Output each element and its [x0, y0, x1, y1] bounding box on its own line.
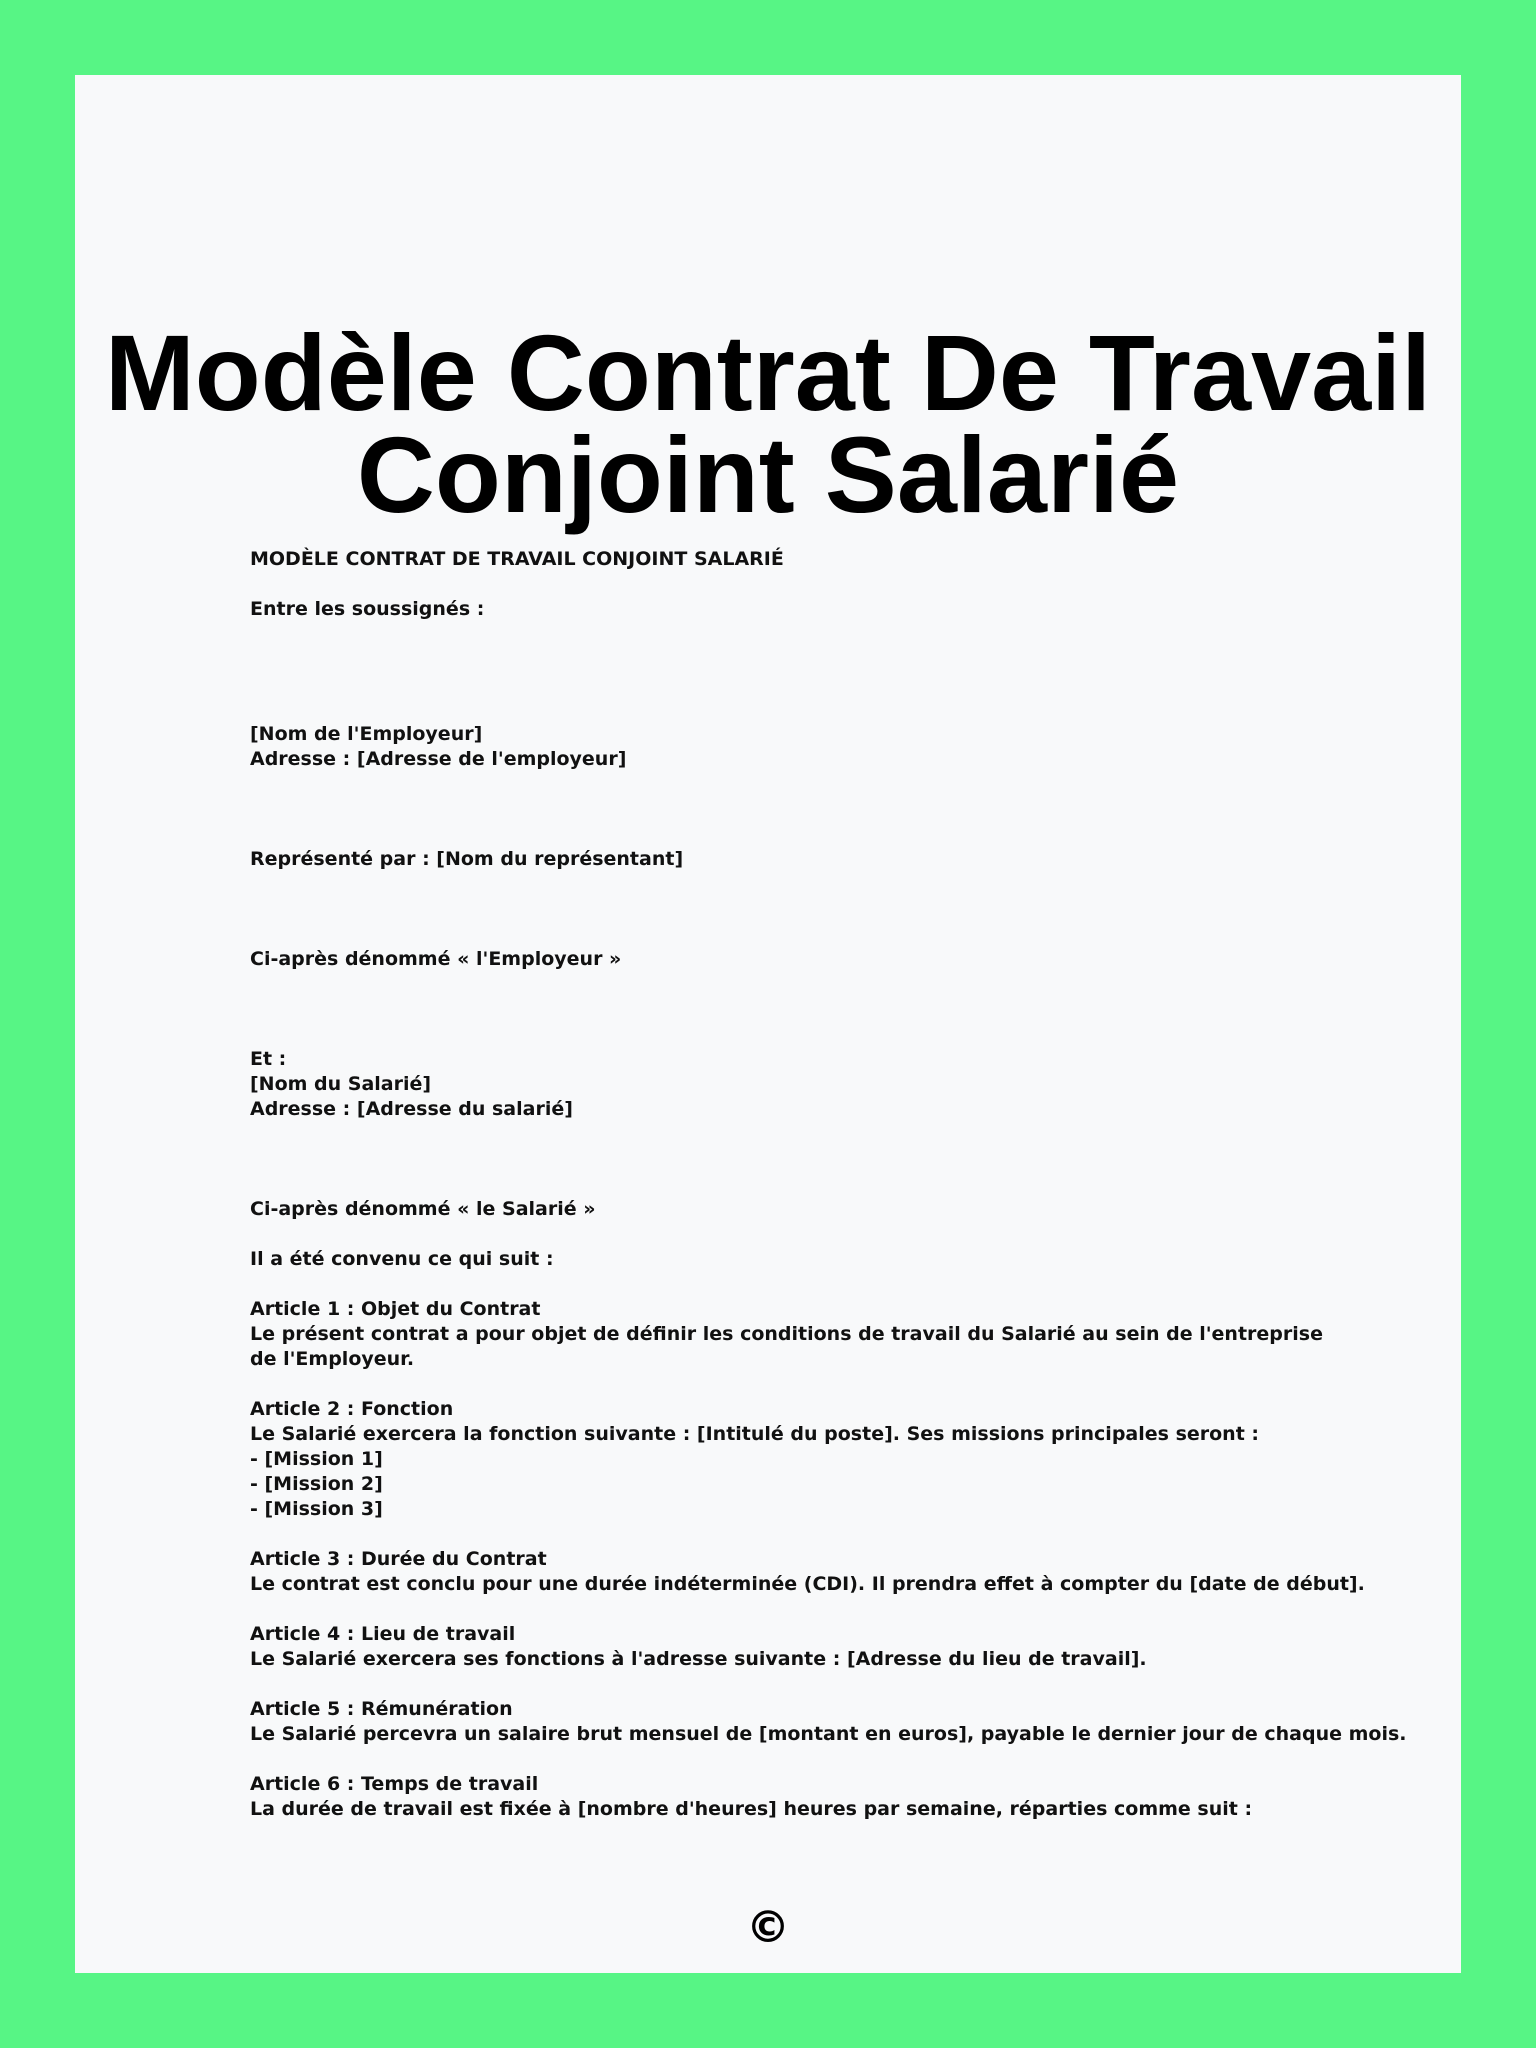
article-title: Article 2 : Fonction	[250, 1398, 454, 1420]
article-3	[250, 1547, 1365, 1597]
page-title	[75, 312, 1461, 535]
article-4	[250, 1622, 1330, 1672]
employee-alias: Ci-après dénommé « le Salarié »	[250, 1198, 596, 1220]
article-text: La durée de travail est fixée à [nombre d'heures] heures par semaine, réparties comme suit :	[250, 1798, 1253, 1820]
article-5	[250, 1697, 1407, 1747]
article-text: Le contrat est conclu pour une durée indéterminée (CDI). Il prendra effet à compter du [date de début].	[250, 1573, 1365, 1595]
article-text: Le présent contrat a pour objet de définir les conditions de travail du Salarié au sein de l'entreprise de l'Employeur.	[250, 1323, 1323, 1370]
article-2	[250, 1397, 1330, 1522]
mission-item: - [Mission 3]	[250, 1498, 383, 1520]
agreed-text: Il a été convenu ce qui suit :	[250, 1248, 554, 1270]
employer-alias: Ci-après dénommé « l'Employeur »	[250, 948, 622, 970]
mission-item: - [Mission 2]	[250, 1473, 383, 1495]
article-text: Le Salarié exercera ses fonctions à l'adresse suivante : [Adresse du lieu de travail].	[250, 1648, 1147, 1670]
article-title: Article 6 : Temps de travail	[250, 1773, 539, 1795]
contract-heading: MODÈLE CONTRAT DE TRAVAIL CONJOINT SALARIÉ	[250, 548, 784, 570]
article-title: Article 4 : Lieu de travail	[250, 1623, 516, 1645]
represented-by: Représenté par : [Nom du représentant]	[250, 848, 684, 870]
and-label: Et :	[250, 1048, 287, 1070]
document-page	[75, 75, 1461, 1973]
copyright-icon: ©	[746, 1902, 790, 1953]
article-title: Article 1 : Objet du Contrat	[250, 1298, 541, 1320]
employee-name: [Nom du Salarié]	[250, 1073, 432, 1095]
intro-text: Entre les soussignés :	[250, 598, 485, 620]
article-text: Le Salarié exercera la fonction suivante : [Intitulé du poste]. Ses missions principales seront :	[250, 1423, 1260, 1445]
article-title: Article 3 : Durée du Contrat	[250, 1548, 547, 1570]
page-title-line-2: Conjoint Salarié	[356, 414, 1180, 535]
employee-address: Adresse : [Adresse du salarié]	[250, 1098, 573, 1120]
employer-name: [Nom de l'Employeur]	[250, 723, 483, 745]
article-text: Le Salarié percevra un salaire brut mensuel de [montant en euros], payable le dernier jour de chaque mois.	[250, 1723, 1407, 1745]
article-6	[250, 1772, 1330, 1822]
mission-item: - [Mission 1]	[250, 1448, 383, 1470]
article-1	[250, 1297, 1330, 1372]
employer-address: Adresse : [Adresse de l'employeur]	[250, 748, 627, 770]
article-title: Article 5 : Rémunération	[250, 1698, 513, 1720]
contract-body	[250, 547, 1407, 1822]
page-title-line-1: Modèle Contrat De Travail	[104, 312, 1432, 433]
